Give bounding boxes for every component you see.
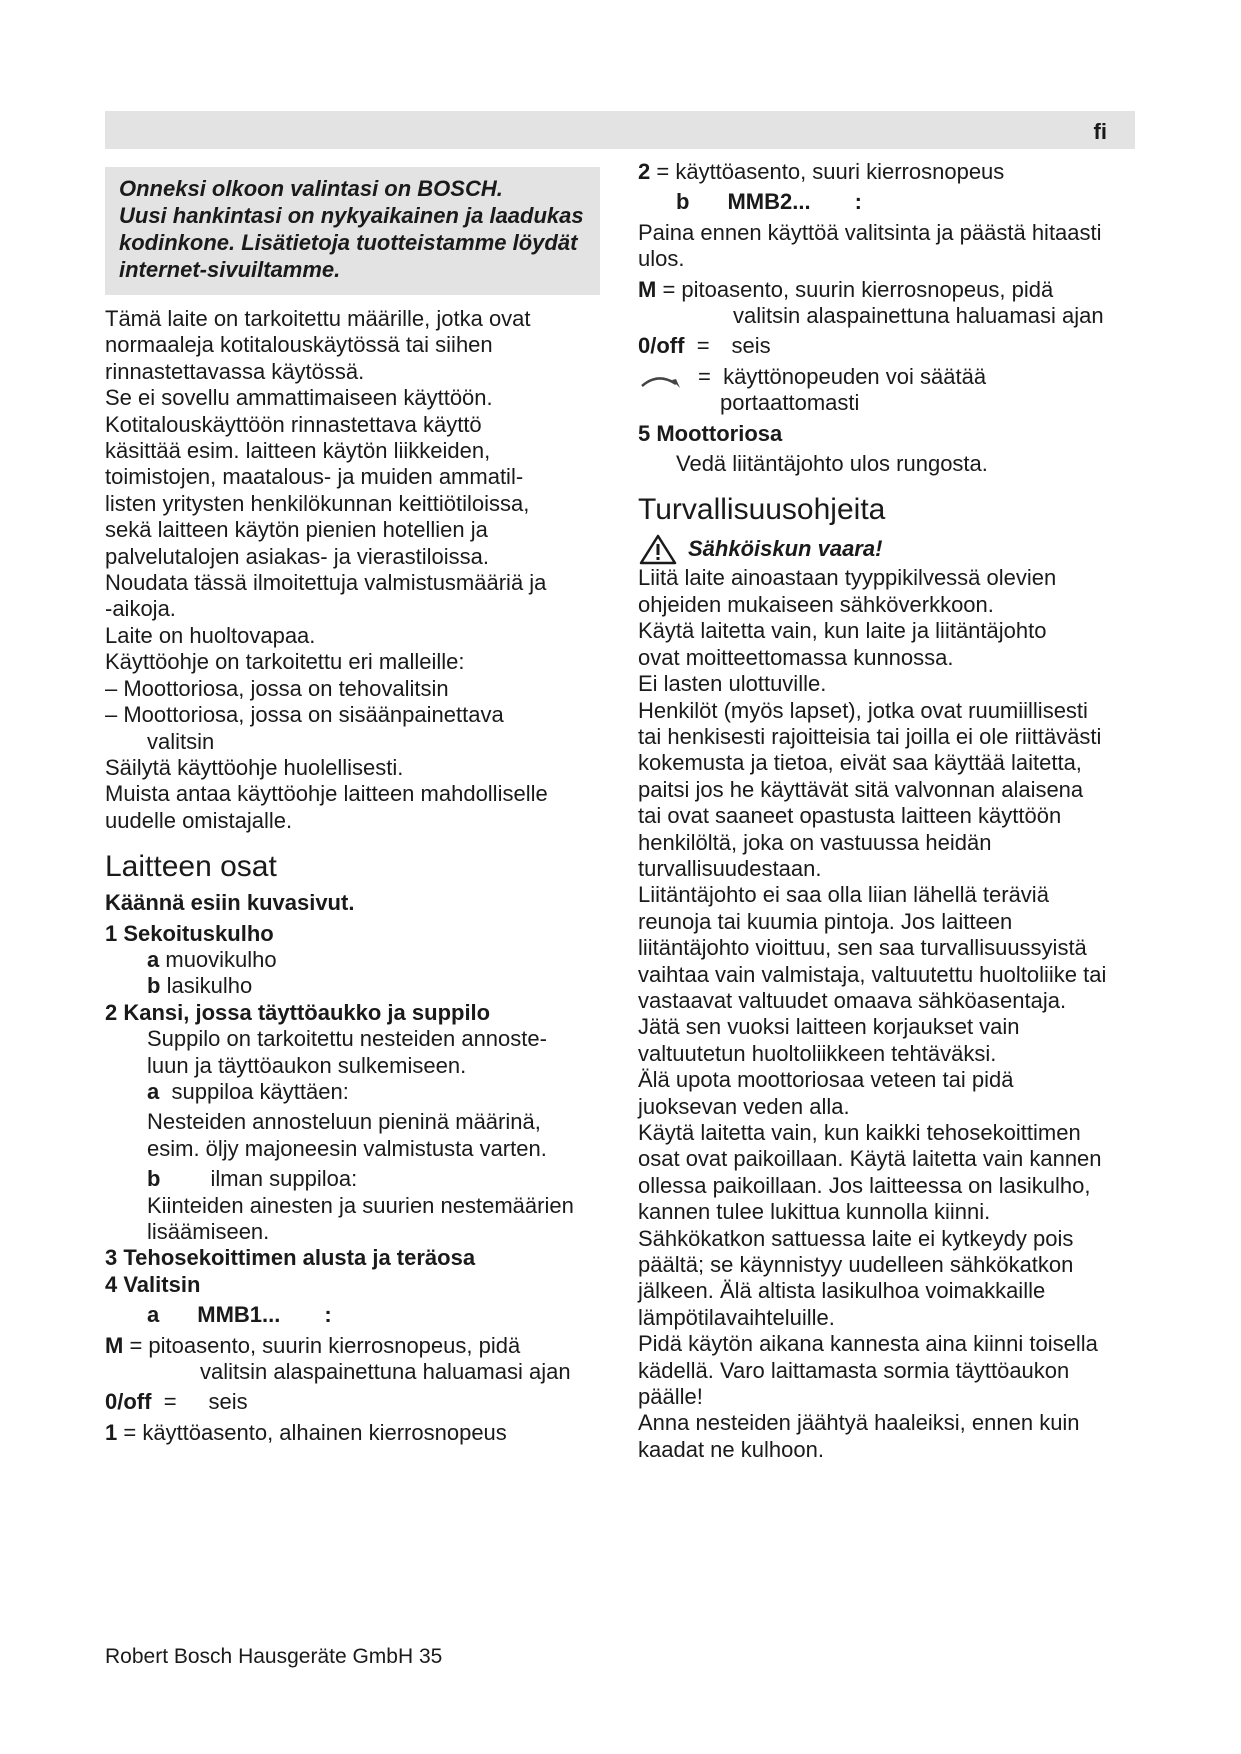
part-2-title: 2 Kansi, jossa täyttöaukko ja suppilo — [105, 999, 491, 1025]
header-bar — [105, 111, 1135, 149]
warning-text: Sähköiskun vaara! — [688, 536, 883, 562]
warning-icon — [638, 533, 678, 565]
page-footer: Robert Bosch Hausgeräte GmbH 35 — [105, 1645, 443, 1668]
intro-box — [105, 167, 600, 295]
section-heading-safety: Turvallisuusohjeita — [638, 493, 886, 527]
section-heading-parts: Laitteen osat — [105, 850, 277, 884]
language-code: fi — [1093, 119, 1107, 144]
intro-paragraph: Tämä laite on tarkoitettu määrille, jotka ovat normaaleja kotitalouskäytössä tai siihen rinnastettavassa käytössä. Se ei sovellu ammattimaiseen käyttöön. Kotitalouskäyttöön rinnastettava käyttö käsittää esim. laitteen käytön liikkeiden, toimistojen, maatalous- ja muiden ammatil- listen yritysten henkilökunnan keittiötiloissa, sekä laitteen käytön pienien hotellien ja palvelutalojen asiakas- ja vierastiloissa. Noudata tässä ilmoitettuja valmistusmääriä ja -aikoja. Laite on huoltovapaa. Käyttöohje on tarkoitettu eri malleille: – Moottoriosa, jossa on tehovalitsin – Moottoriosa, jossa on sisäänpainettava valitsin Säilytä käyttöohje huolellisesti. Muista antaa käyttöohje laitteen mahdolliselle uudelle omistajalle. — [105, 306, 548, 833]
part-4-title: 4 Valitsin — [105, 1271, 201, 1297]
safety-text: Liitä laite ainoastaan tyyppikilvessä olevien ohjeiden mukaiseen sähköverkkoon. Käytä laitetta vain, kun laite ja liitäntäjohto ovat moitteettomassa kunnossa. Ei lasten ulottuville. Henkilöt (myös lapset), jotka ovat ruumiillisesti tai henkisesti rajoitteisia tai joilla ei ole riittävästi kokemusta ja tietoa, eivät saa käyttää laitetta, paitsi jos he käyttävät sitä valvonnan alaisena tai ovat saaneet opastusta laitteen käyttöön henkilöltä, joka on vastuussa heidän turvallisuudestaan. Liitäntäjohto ei saa olla liian lähellä teräviä reunoja tai kuumia pintoja. Jos laitteen liitäntäjohto vioittuu, sen saa turvallisuussyistä vaihtaa vain valmistaja, valtuutettu huoltoliike tai vastaavat valtuudet omaava sähköasentaja. Jätä sen vuoksi laitteen korjaukset vain valtuutetun huoltoliikkeen tehtäväksi. Älä upota moottoriosaa veteen tai pidä juoksevan veden alla. Käytä laitetta vain, kun kaikki tehosekoittimen osat ovat paikoillaan. Käytä laitetta vain kannen ollessa paikoillaan. Jos laitteessa on lasikulho, kannen tulee lukittua kunnolla kiinni. Sähkökatkon sattuessa laite ei kytkeydy pois päältä; se käynnistyy uudelleen sähkökatkon jälkeen. Älä altista lasikulhoa voimakkaille lämpötilavaihteluille. Pidä käytön aikana kannesta aina kiinni toisella kädellä. Varo laittamasta sormia täyttöaukon päälle! Anna nesteiden jäähtyä haaleiksi, ennen kuin kaadat ne kulhoon. — [638, 565, 1107, 1462]
variable-speed-icon — [638, 370, 684, 392]
right-column: 2 = käyttöasento, suuri kierrosnopeus b MMB2... : Paina ennen käyttöä valitsinta ja päästä hitaasti ulos. M = pitoasento, suurin kierrosnopeus, pidä valitsin alaspainettuna haluamasi ajan 0/off = seis = käyttönopeuden voi säätää portaattomasti 5 Moottoriosa Vedä liitäntäjohto ulos rungosta. Turvallisuusohjeita Sähköiskun vaara! Liitä laite ainoastaan tyyppikilvessä olevien ohjeiden mukaiseen sähköverkkoon. Käytä laitetta vain, kun laite ja liitäntäjohto ovat moitteettomassa kunnossa. Ei lasten ulottuville. Henkilöt (myös lapset), jotka ovat ruumiillisesti tai henkisesti rajoitteisia tai joilla ei ole riittävästi kokemusta ja tietoa, eivät saa käyttää laitetta, paitsi jos he käyttävät sitä valvonnan alaisena tai ovat saaneet opastusta laitteen käyttöön henkilöltä, joka on vastuussa heidän turvallisuudestaan. Liitäntäjohto ei saa olla liian lähellä teräviä reunoja tai kuumia pintoja. Jos laitteen liitäntäjohto vioittuu, sen saa turvallisuussyistä vaihtaa vain valmistaja, valtuutettu huoltoliike tai vastaavat valtuudet omaava sähköasentaja. Jätä sen vuoksi laitteen korjaukset vain valtuutetun huoltoliikkeen tehtäväksi. Älä upota moottoriosaa veteen tai pidä juoksevan veden alla. Käytä laitetta vain, kun kaikki tehosekoittimen osat ovat paikoillaan. Käytä laitetta vain kannen ollessa paikoillaan. Jos laitteessa on lasikulho, kannen tulee lukittua kunnolla kiinni. Sähkökatkon sattuessa laite ei kytkeydy pois päältä; se käynnistyy uudelleen sähkökatkon jälkeen. Älä altista lasikulhoa voimakkaille lämpötilavaihteluille. Pidä käytön aikana kannesta aina kiinni toisella kädellä. Varo laittamasta sormia täyttöaukon päälle! Anna nesteiden jäähtyä haaleiksi, ennen kuin kaadat ne kulhoon. — [638, 159, 1138, 1463]
left-column: Tämä laite on tarkoitettu määrille, jotka ovat normaaleja kotitalouskäytössä tai siihen rinnastettavassa käytössä. Se ei sovellu ammattimaiseen käyttöön. Kotitalouskäyttöön rinnastettava käyttö käsittää esim. laitteen käytön liikkeiden, toimistojen, maatalous- ja muiden ammatil- listen yritysten henkilökunnan keittiötiloissa, sekä laitteen käytön pienien hotellien ja palvelutalojen asiakas- ja vierastiloissa. Noudata tässä ilmoitettuja valmistusmääriä ja -aikoja. Laite on huoltovapaa. Käyttöohje on tarkoitettu eri malleille: – Moottoriosa, jossa on tehovalitsin – Moottoriosa, jossa on sisäänpainettava valitsin Säilytä käyttöohje huolellisesti. Muista antaa käyttöohje laitteen mahdolliselle uudelle omistajalle. Laitteen osat Käännä esiin kuvasivut. 1 Sekoituskulho a muovikulho b lasikulho 2 Kansi, jossa täyttöaukko ja suppilo Suppilo on tarkoitettu nesteiden annoste- luun ja täyttöaukon sulkemiseen. a suppiloa käyttäen: Nesteiden annosteluun pieninä määrinä, esim. öljy majoneesin valmistusta varten. b ilman suppiloa: Kiinteiden ainesten ja suurien nestemäärien lisäämiseen. 3 Tehosekoittimen alusta ja teräosa 4 Valitsin a MMB1... : M = pitoasento, suurin kierrosnopeus, pidä valitsin alaspainettuna haluamasi ajan 0/off = seis 1 = käyttöasento, alhainen kierrosnopeus — [105, 306, 605, 1446]
part-5-title: 5 Moottoriosa — [638, 420, 783, 446]
turn-instruction: Käännä esiin kuvasivut. — [105, 890, 355, 916]
part-3-title: 3 Tehosekoittimen alusta ja teräosa — [105, 1245, 476, 1271]
part-1-title: 1 Sekoituskulho — [105, 920, 274, 946]
intro-text: Onneksi olkoon valintasi on BOSCH. Uusi hankintasi on nykyaikainen ja laadukas kodinkone. Lisätietoja tuotteistamme löydät internet-sivuiltamme. — [119, 176, 584, 282]
